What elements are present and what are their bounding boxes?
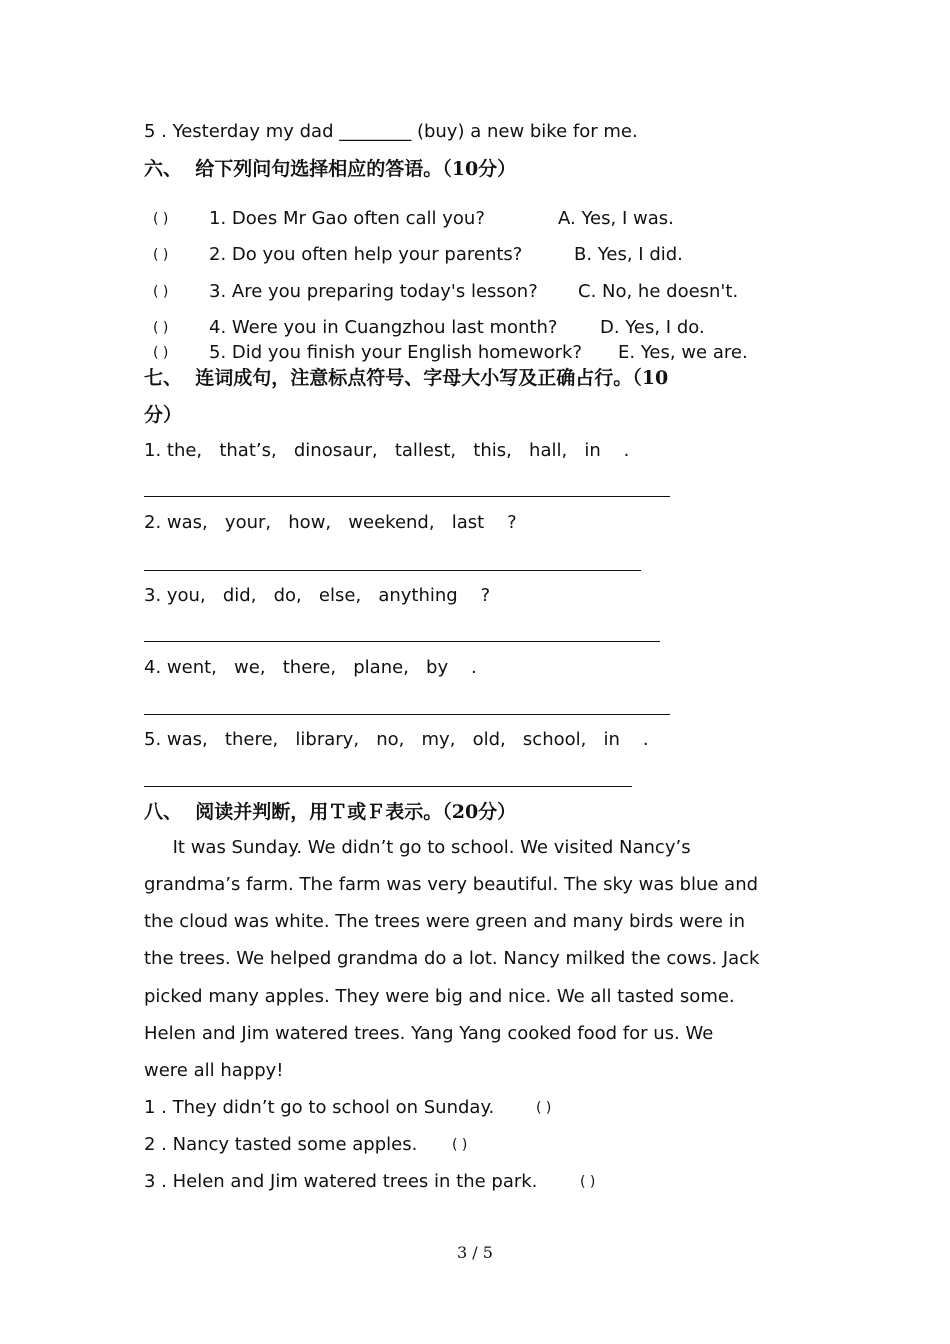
answer-paren: ( ) (153, 247, 169, 263)
judgement-statement-2: 2 . Nancy tasted some apples. (144, 1134, 418, 1155)
section-8-heading: 八、 阅读并判断，用Ｔ或Ｆ表示。（20分） (144, 801, 517, 823)
answer-line-4[interactable] (144, 714, 670, 715)
answer-paren: ( ) (153, 320, 169, 336)
passage-line: It was Sunday. We didn’t go to school. We visited Nancy’s (144, 837, 691, 858)
judgement-statement-3: 3 . Helen and Jim watered trees in the park. (144, 1171, 538, 1192)
answer-option: A. Yes, I was. (558, 208, 674, 229)
answer-paren: ( ) (153, 345, 169, 361)
passage-line: grandma’s farm. The farm was very beautiful. The sky was blue and (144, 874, 759, 895)
word-order-item-5: 5. was, there, library, no, my, old, school, in . (144, 729, 649, 750)
passage-line: Helen and Jim watered trees. Yang Yang cooked food for us. We (144, 1023, 714, 1044)
answer-line-1[interactable] (144, 496, 670, 497)
question-text: 3. Are you preparing today's lesson? (209, 281, 538, 302)
section-7-heading: 七、 连词成句，注意标点符号、字母大小写及正确占行。（10 (144, 367, 669, 389)
answer-option: E. Yes, we are. (618, 342, 748, 363)
fill-question-5: 5 . Yesterday my dad ________ (buy) a new bike for me. (144, 121, 638, 142)
question-text: 1. Does Mr Gao often call you? (209, 208, 485, 229)
answer-line-5[interactable] (144, 786, 632, 787)
passage-line: the cloud was white. The trees were green and many birds were in (144, 911, 746, 932)
judgement-paren[interactable]: ( ) (536, 1100, 552, 1116)
answer-paren: ( ) (153, 284, 169, 300)
word-order-item-1: 1. the, that’s, dinosaur, tallest, this, hall, in . (144, 440, 630, 461)
question-text: 2. Do you often help your parents? (209, 244, 523, 265)
word-order-item-4: 4. went, we, there, plane, by . (144, 657, 477, 678)
judgement-paren[interactable]: ( ) (452, 1137, 468, 1153)
judgement-paren[interactable]: ( ) (580, 1174, 596, 1190)
answer-line-3[interactable] (144, 641, 660, 642)
word-order-item-3: 3. you, did, do, else, anything ? (144, 585, 491, 606)
passage-line: the trees. We helped grandma do a lot. Nancy milked the cows. Jack (144, 948, 760, 969)
answer-option: B. Yes, I did. (574, 244, 683, 265)
answer-line-2[interactable] (144, 570, 641, 571)
word-order-item-2: 2. was, your, how, weekend, last ? (144, 512, 517, 533)
page-number: 3 / 5 (457, 1243, 493, 1262)
passage-line: picked many apples. They were big and nice. We all tasted some. (144, 986, 735, 1007)
passage-line: were all happy! (144, 1060, 284, 1081)
section-7-heading-cont: 分） (144, 404, 183, 426)
section-6-heading: 六、 给下列问句选择相应的答语。（10分） (144, 158, 517, 180)
answer-option: C. No, he doesn't. (578, 281, 739, 302)
question-text: 5. Did you finish your English homework? (209, 342, 583, 363)
question-text: 4. Were you in Cuangzhou last month? (209, 317, 558, 338)
answer-paren: ( ) (153, 211, 169, 227)
judgement-statement-1: 1 . They didn’t go to school on Sunday. (144, 1097, 495, 1118)
answer-option: D. Yes, I do. (600, 317, 705, 338)
